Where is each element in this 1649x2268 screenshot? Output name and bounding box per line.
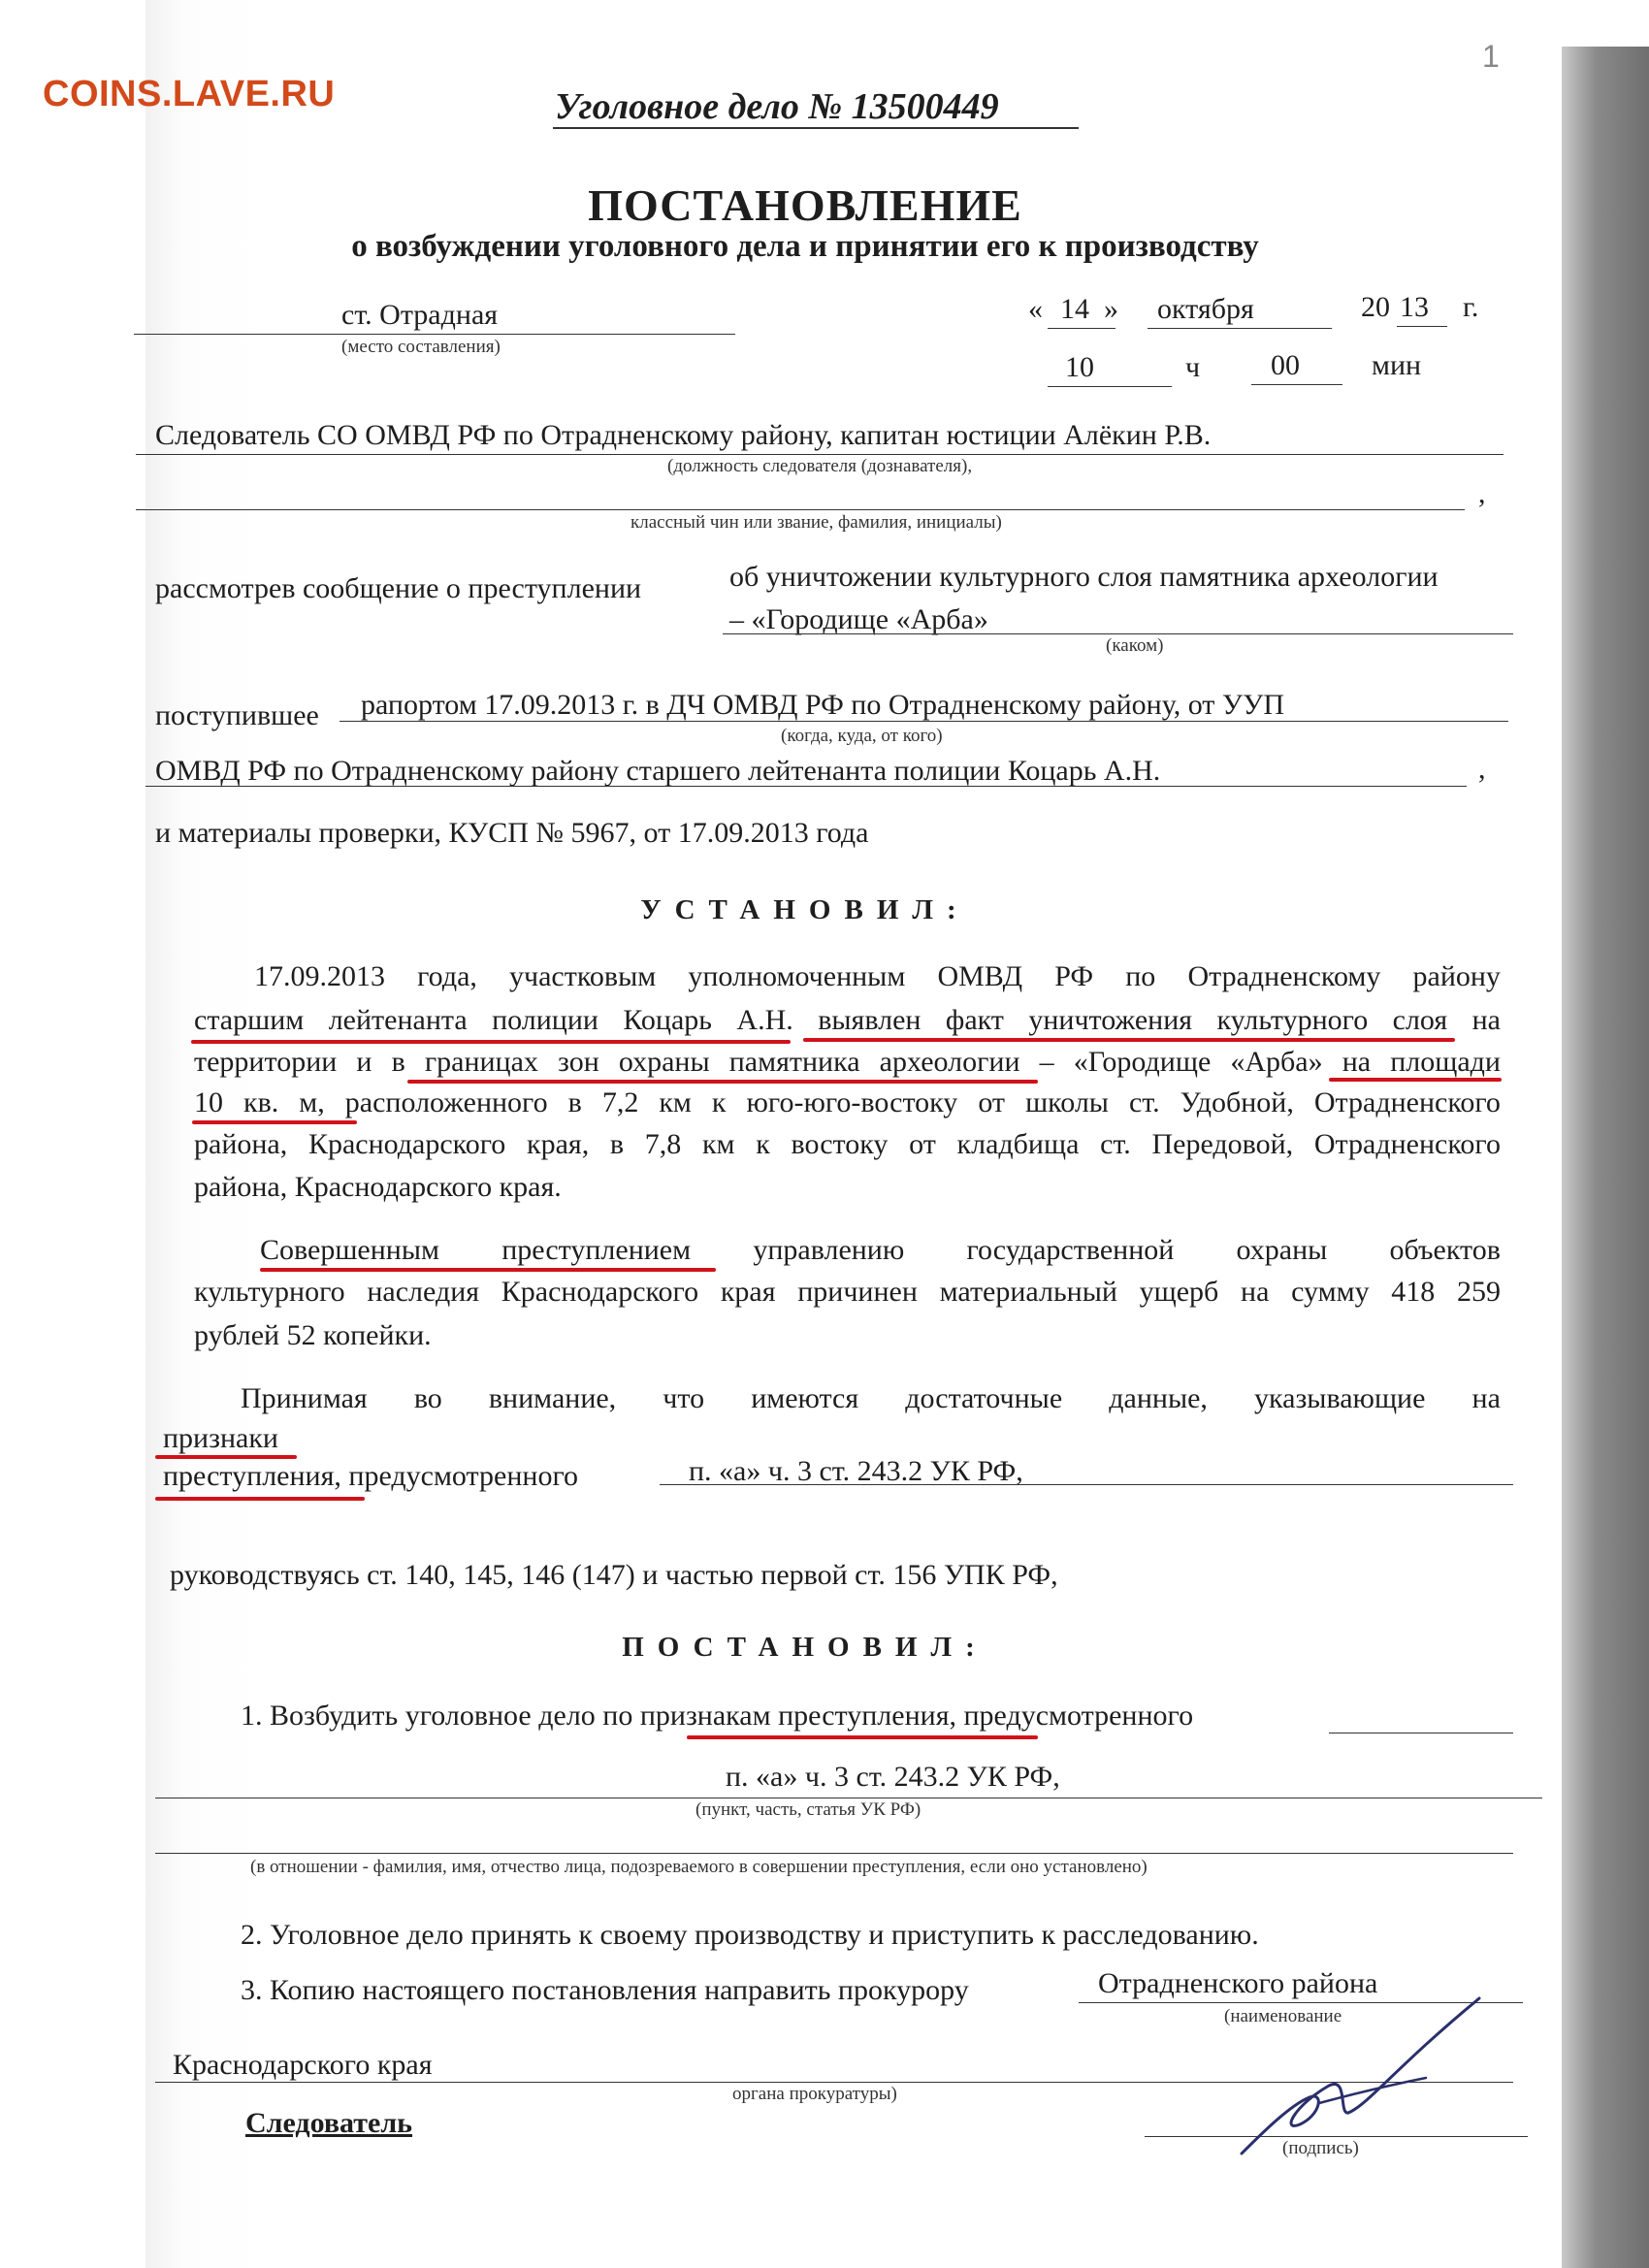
word: материальный — [939, 1276, 1117, 1308]
word: 17.09.2013 — [254, 960, 385, 992]
word: в — [567, 1086, 582, 1118]
word: охраны — [1236, 1234, 1328, 1266]
materials-text: и материалы проверки, КУСП № 5967, от 17.09.2013 года — [155, 817, 869, 849]
report-caption: (каком) — [1106, 635, 1164, 656]
word: полиции — [492, 1004, 598, 1036]
word: Передовой, — [1151, 1128, 1294, 1160]
date-close-quote: » — [1104, 293, 1118, 325]
word: Коцарь — [623, 1004, 712, 1036]
received-label: поступившее — [155, 699, 319, 731]
suspect-caption: (в отношении - фамилия, имя, отчество лица, подозреваемого в совершении преступления, если оно установлено) — [250, 1857, 1148, 1877]
case-title — [555, 85, 999, 128]
word: к — [756, 1128, 770, 1160]
para3-line1 — [241, 1382, 1501, 1415]
word: – — [1039, 1046, 1054, 1078]
signature-mark — [1203, 1989, 1494, 2163]
case-title-underline — [553, 127, 1079, 129]
report-line1: об уничтожении культурного слоя памятника археологии — [729, 561, 1439, 593]
place-value: ст. Отрадная — [341, 299, 499, 331]
rank-trailing-comma: , — [1478, 477, 1486, 509]
word: км — [659, 1086, 692, 1118]
word: ст. — [1128, 1086, 1160, 1118]
word: «Арба» — [1230, 1046, 1323, 1078]
item3-value: Отрадненского района — [1098, 1967, 1378, 1999]
word: А.Н. — [736, 1004, 793, 1036]
date-year-prefix: 20 — [1361, 291, 1390, 323]
word: объектов — [1389, 1234, 1501, 1266]
word: на — [1241, 1276, 1270, 1308]
page-number: 1 — [1482, 39, 1500, 74]
word: памятника — [728, 1046, 860, 1078]
place-line — [134, 334, 735, 335]
received-caption: (когда, куда, от кого) — [781, 726, 943, 746]
word: государственной — [966, 1234, 1175, 1266]
red-underline-crime-label — [155, 1497, 365, 1501]
word: территории — [194, 1046, 338, 1078]
word: причинен — [797, 1276, 918, 1308]
word: и — [356, 1046, 372, 1078]
word: району — [1412, 960, 1501, 992]
date-year-unit: г. — [1463, 291, 1479, 323]
word: в — [609, 1128, 625, 1160]
red-underline-10m — [192, 1120, 357, 1124]
date-year-suffix: 13 — [1400, 291, 1429, 323]
word: в — [391, 1046, 405, 1078]
red-underline-fact — [803, 1038, 1455, 1042]
watermark: COINS.LAVE.RU — [43, 74, 336, 114]
page-edge-shadow — [1562, 47, 1649, 2268]
word: 7,2 — [601, 1086, 639, 1118]
word: Краснодарского — [501, 1276, 699, 1308]
word: ОМВД — [937, 960, 1023, 992]
item1-text: 1. Возбудить уголовное дело по признакам преступления, предусмотренного — [241, 1700, 1194, 1732]
report-label: рассмотрев сообщение о преступлении — [155, 572, 642, 604]
word: кв. — [243, 1086, 279, 1118]
para1-line4 — [194, 1086, 1501, 1119]
red-underline-signs — [155, 1455, 297, 1459]
word: км — [701, 1128, 735, 1160]
doc-subtitle: о возбуждении уголовного дела и принятии его к производству — [351, 229, 1259, 264]
word: ст. — [1100, 1128, 1131, 1160]
word: «Городище — [1073, 1046, 1212, 1078]
investigator-value: Следователь СО ОМВД РФ по Отрадненскому району, капитан юстиции Алёкин Р.В. — [155, 419, 1212, 451]
word: к — [711, 1086, 727, 1118]
item3-value2: Краснодарского края — [173, 2049, 433, 2081]
para2-line2 — [194, 1276, 1501, 1309]
date-day: 14 — [1060, 293, 1089, 325]
item3-caption2: органа прокуратуры) — [732, 2084, 897, 2104]
time-hours: 10 — [1065, 351, 1094, 383]
word: кладбища — [956, 1128, 1080, 1160]
word: данные, — [1109, 1382, 1208, 1414]
word: Отрадненского — [1313, 1128, 1501, 1160]
date-open-quote: « — [1028, 293, 1043, 325]
item1-value: п. «а» ч. 3 ст. 243.2 УК РФ, — [726, 1761, 1060, 1793]
word: 418 — [1391, 1276, 1436, 1308]
rank-caption: классный чин или звание, фамилия, инициалы) — [630, 512, 1002, 533]
word: от — [909, 1128, 936, 1160]
signature-label: Следователь — [245, 2107, 413, 2139]
word: Удобной, — [1180, 1086, 1294, 1118]
date-month: октября — [1157, 293, 1254, 325]
para3-value-line — [660, 1484, 1513, 1485]
word: РФ — [1054, 960, 1094, 992]
word: культурного — [1216, 1004, 1369, 1036]
item1-caption: (пункт, часть, статья УК РФ) — [695, 1799, 922, 1820]
word: 7,8 — [644, 1128, 682, 1160]
time-hours-unit: ч — [1185, 351, 1201, 383]
para3-label: преступления, предусмотренного — [163, 1460, 578, 1492]
word: управлению — [753, 1234, 905, 1266]
red-underline-rank — [191, 1040, 791, 1044]
word: Принимая — [241, 1382, 368, 1414]
word: что — [663, 1382, 705, 1414]
rank-line — [136, 509, 1465, 510]
red-underline-area — [1329, 1078, 1502, 1082]
word: площади — [1390, 1046, 1501, 1078]
date-year-line — [1397, 326, 1447, 327]
guided-text: руководствуясь ст. 140, 145, 146 (147) и частью первой ст. 156 УПК РФ, — [170, 1559, 1058, 1591]
word: Краснодарского — [307, 1128, 506, 1160]
time-minutes-line — [1251, 384, 1342, 385]
time-minutes-unit: мин — [1372, 349, 1422, 381]
word: м, — [299, 1086, 325, 1118]
red-underline-zones — [407, 1080, 1038, 1084]
word: ущерб — [1139, 1276, 1219, 1308]
received-line1-underline — [340, 721, 1508, 722]
red-underline-signs-crime — [687, 1735, 1038, 1739]
para2-line1 — [260, 1234, 1501, 1267]
word: на — [1471, 1382, 1501, 1414]
word: Отрадненскому — [1187, 960, 1381, 992]
word: имеются — [751, 1382, 859, 1414]
word: указывающие — [1254, 1382, 1426, 1414]
word: на — [1471, 1004, 1501, 1036]
suspect-line — [155, 1853, 1513, 1854]
word: наследия — [367, 1276, 480, 1308]
word: района, — [194, 1128, 288, 1160]
word: расположенного — [344, 1086, 548, 1118]
word: Отрадненского — [1313, 1086, 1501, 1118]
received-line2: ОМВД РФ по Отрадненскому району старшего лейтенанта полиции Коцарь А.Н. — [155, 755, 1161, 787]
para1-line2 — [194, 1004, 1501, 1037]
word: края, — [527, 1128, 590, 1160]
resolved-heading: ПОСТАНОВИЛ: — [622, 1632, 988, 1663]
item3-caption: (наименование — [1224, 2006, 1342, 2026]
received-line2-underline — [146, 786, 1467, 787]
investigator-caption: (должность следователя (дознавателя), — [667, 456, 973, 476]
word: уничтожения — [1028, 1004, 1193, 1036]
para1-line5 — [194, 1128, 1501, 1161]
para1-line3 — [194, 1046, 1501, 1079]
word: года, — [417, 960, 477, 992]
para3-value: п. «а» ч. 3 ст. 243.2 УК РФ, — [689, 1455, 1023, 1487]
case-title-text: Уголовное дело № 13500449 — [555, 86, 999, 127]
date-month-line — [1148, 328, 1332, 329]
word: слоя — [1392, 1004, 1448, 1036]
item3-text: 3. Копию настоящего постановления направить прокурору — [241, 1974, 969, 2006]
word: по — [1125, 960, 1156, 992]
word: Совершенным — [260, 1234, 439, 1266]
word: старшим — [194, 1004, 305, 1036]
signature-caption: (подпись) — [1282, 2138, 1359, 2158]
para2-line3: рублей 52 копейки. — [194, 1319, 432, 1351]
red-underline-crime — [260, 1268, 716, 1272]
time-hours-line — [1048, 386, 1172, 387]
doc-title: ПОСТАНОВЛЕНИЕ — [588, 180, 1022, 230]
place-caption: (место составления) — [341, 337, 501, 357]
item2-text: 2. Уголовное дело принять к своему производству и приступить к расследованию. — [241, 1919, 1259, 1951]
word: востоку — [791, 1128, 889, 1160]
word: достаточные — [905, 1382, 1063, 1414]
para3-signs: признаки — [163, 1422, 278, 1454]
word: археологии — [879, 1046, 1020, 1078]
word: уполномоченным — [688, 960, 906, 992]
para1-line6: района, Краснодарского края. — [194, 1171, 562, 1203]
date-day-line — [1048, 328, 1116, 329]
word: зон — [558, 1046, 599, 1078]
established-heading: УСТАНОВИЛ: — [640, 894, 970, 925]
report-line — [723, 633, 1513, 634]
received-line1: рапортом 17.09.2013 г. в ДЧ ОМВД РФ по Отрадненскому району, от УУП — [361, 689, 1285, 721]
word: выявлен — [818, 1004, 922, 1036]
word: во — [413, 1382, 442, 1414]
word: охраны — [618, 1046, 710, 1078]
word: сумму — [1291, 1276, 1370, 1308]
word: 10 — [194, 1086, 223, 1118]
word: от — [978, 1086, 1006, 1118]
word: культурного — [194, 1276, 345, 1308]
word: юго-юго-востоку — [746, 1086, 958, 1118]
word: границах — [424, 1046, 538, 1078]
para1-line1 — [254, 960, 1501, 993]
word: школы — [1025, 1086, 1109, 1118]
word: края — [720, 1276, 776, 1308]
word: на — [1342, 1046, 1372, 1078]
word: участковым — [509, 960, 657, 992]
word: преступлением — [501, 1234, 692, 1266]
word: факт — [945, 1004, 1004, 1036]
page-edge-top — [1562, 0, 1649, 47]
word: лейтенанта — [328, 1004, 468, 1036]
time-minutes: 00 — [1271, 349, 1300, 381]
investigator-line — [136, 454, 1504, 455]
received-trailing-comma: , — [1478, 753, 1486, 785]
word: 259 — [1457, 1276, 1501, 1308]
report-line2: – «Городище «Арба» — [729, 603, 988, 635]
word: внимание, — [488, 1382, 617, 1414]
